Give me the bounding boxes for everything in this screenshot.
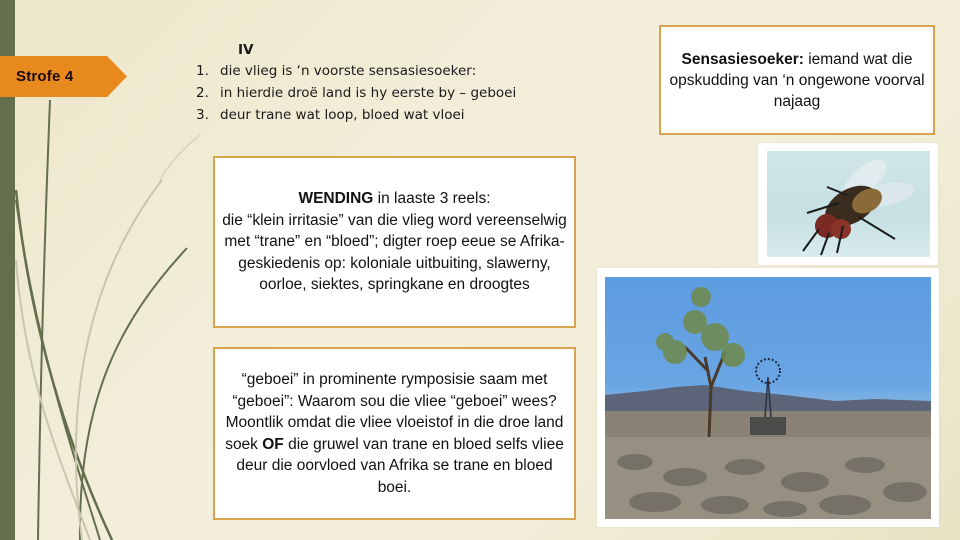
landscape-illustration <box>605 277 931 519</box>
section-banner <box>0 56 127 97</box>
fly-illustration <box>767 151 930 257</box>
wending-textbox <box>213 156 576 328</box>
line-text: die vlieg is ‘n voorste sensasiesoeker: <box>220 63 477 79</box>
geboei-text-before: “geboei” in prominente rymposisie saam met “geboei”: Waarom sou die vliee “geboei” wees? Moontlik omdat die vliee vloeistof in die droe land soek <box>225 371 564 453</box>
verse-stanza <box>196 40 576 126</box>
verse-line <box>196 104 576 126</box>
definition-body: iemand wat die opskudding van ‘n ongewone voorval najaag <box>669 50 925 110</box>
definition-term: Sensasiesoeker: <box>681 50 804 68</box>
wending-lead-rest: in laaste 3 reels: <box>373 190 491 208</box>
section-label: Strofe 4 <box>16 68 74 85</box>
wending-text <box>221 188 568 296</box>
line-number: 1. <box>196 63 209 79</box>
geboei-text <box>221 369 568 498</box>
definition-textbox <box>659 25 935 135</box>
wending-lead-bold: WENDING <box>298 190 374 208</box>
fly-photo <box>767 151 930 257</box>
definition-text <box>667 49 927 112</box>
fly-photo-frame <box>758 143 938 265</box>
geboei-text-after: die gruwel van trane en bloed selfs vliee deur die oorvloed van Afrika se trane en bloed boei. <box>236 435 564 496</box>
landscape-photo-frame <box>597 268 939 527</box>
verse-line <box>196 60 576 82</box>
geboei-textbox <box>213 347 576 520</box>
wending-body: die “klein irritasie” van die vlieg word vereenselwig met “trane” en “bloed”; digter roep eeue se Afrika-geskiedenis op: koloniale uitbuiting, slawerny, oorloe, siektes, springkane en droogtes <box>222 211 567 294</box>
line-number: 2. <box>196 85 209 101</box>
geboei-bold: OF <box>262 435 284 453</box>
stanza-heading: IV <box>238 42 254 58</box>
line-text: deur trane wat loop, bloed wat vloei <box>220 107 465 123</box>
line-text: in hierdie droë land is hy eerste by – geboei <box>220 85 517 101</box>
landscape-photo <box>605 277 931 519</box>
line-number: 3. <box>196 107 209 123</box>
verse-line <box>196 82 576 104</box>
